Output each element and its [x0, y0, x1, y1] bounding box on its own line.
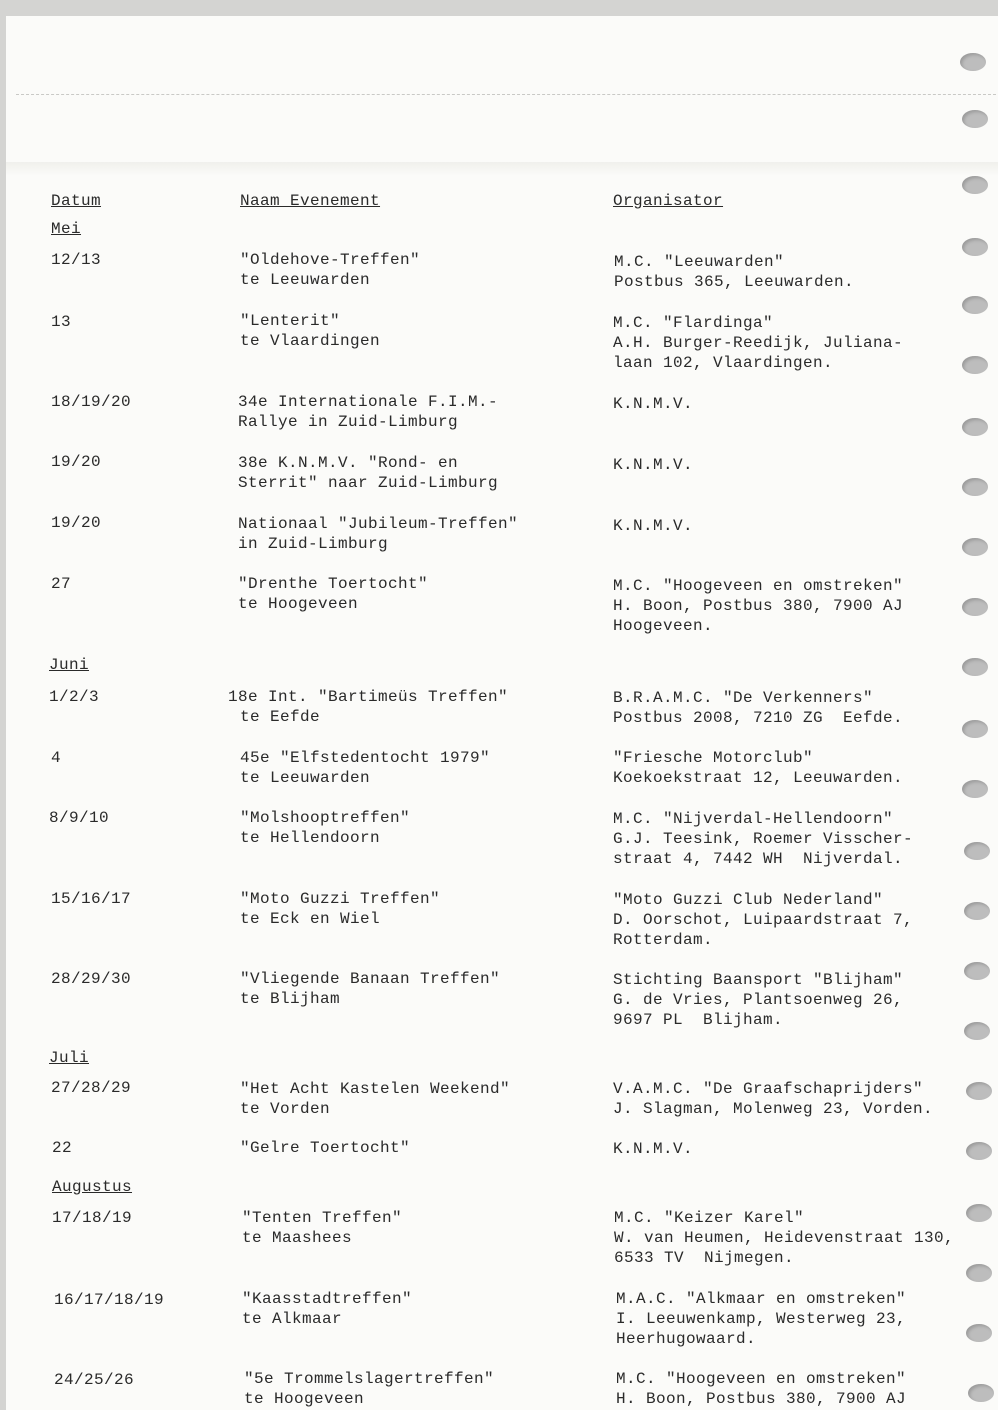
- event-name-line: "Gelre Toertocht": [240, 1139, 411, 1157]
- event-org-line: M.C. "Hoogeveen en omstreken": [613, 577, 904, 595]
- month-juni: Juni: [49, 656, 90, 674]
- event-name-line: 34e Internationale F.I.M.-: [238, 393, 499, 411]
- event-org-line: Hoogeveen.: [613, 617, 714, 635]
- event-date: 27/28/29: [51, 1079, 132, 1097]
- event-date: 4: [51, 749, 62, 767]
- event-name-line: te Vorden: [240, 1100, 331, 1118]
- event-org-line: K.N.M.V.: [613, 395, 694, 413]
- event-name-line: "Het Acht Kastelen Weekend": [240, 1080, 511, 1098]
- event-org-line: M.A.C. "Alkmaar en omstreken": [616, 1290, 907, 1308]
- event-org-line: M.C. "Keizer Karel": [614, 1209, 805, 1227]
- event-name-line: Rallye in Zuid-Limburg: [238, 413, 459, 431]
- event-name-line: "Lenterit": [240, 312, 341, 330]
- event-name-line: "Drenthe Toertocht": [238, 575, 429, 593]
- event-name-line: te Blijham: [240, 990, 341, 1008]
- event-org-line: D. Oorschot, Luipaardstraat 7,: [613, 911, 914, 929]
- event-org-line: straat 4, 7442 WH Nijverdal.: [613, 850, 904, 868]
- event-date: 19/20: [51, 514, 102, 532]
- event-date: 12/13: [51, 251, 102, 269]
- event-name-line: in Zuid-Limburg: [238, 535, 389, 553]
- event-name-line: te Maashees: [242, 1229, 353, 1247]
- event-name-line: "Kaasstadtreffen": [242, 1290, 413, 1308]
- event-org-line: A.H. Burger-Reedijk, Juliana-: [613, 334, 904, 352]
- event-name-line: "Oldehove-Treffen": [240, 251, 421, 269]
- event-org-line: G. de Vries, Plantsoenweg 26,: [613, 991, 904, 1009]
- header-datum: Datum: [51, 192, 102, 210]
- event-org-line: M.C. "Nijverdal-Hellendoorn": [613, 810, 894, 828]
- event-name-line: "Tenten Treffen": [242, 1209, 403, 1227]
- event-org-line: I. Leeuwenkamp, Westerweg 23,: [616, 1310, 907, 1328]
- event-date: 18/19/20: [51, 393, 132, 411]
- event-date: 16/17/18/19: [54, 1291, 165, 1309]
- event-org-line: K.N.M.V.: [613, 517, 694, 535]
- month-mei: Mei: [51, 220, 82, 238]
- event-name-line: 38e K.N.M.V. "Rond- en: [238, 454, 459, 472]
- event-name-line: Nationaal "Jubileum-Treffen": [238, 515, 519, 533]
- event-org-line: Stichting Baansport "Blijham": [613, 971, 904, 989]
- event-org-line: M.C. "Flardinga": [613, 314, 774, 332]
- event-org-line: Rotterdam.: [613, 931, 714, 949]
- event-date: 19/20: [51, 453, 102, 471]
- event-date: 24/25/26: [54, 1371, 135, 1389]
- event-name-line: 18e Int. "Bartimeüs Treffen": [228, 688, 509, 706]
- event-name-line: te Vlaardingen: [240, 332, 381, 350]
- event-org-line: Postbus 365, Leeuwarden.: [614, 273, 855, 291]
- event-org-line: 9697 PL Blijham.: [613, 1011, 784, 1029]
- event-name-line: te Hoogeveen: [238, 595, 359, 613]
- event-name-line: te Hoogeveen: [244, 1390, 365, 1408]
- event-org-line: B.R.A.M.C. "De Verkenners": [613, 689, 874, 707]
- month-augustus: Augustus: [52, 1178, 133, 1196]
- event-org-line: M.C. "Leeuwarden": [614, 253, 785, 271]
- event-name-line: te Eefde: [240, 708, 321, 726]
- event-name-line: te Alkmaar: [242, 1310, 343, 1328]
- event-org-line: H. Boon, Postbus 380, 7900 AJ: [613, 597, 904, 615]
- fold-line: [16, 94, 996, 95]
- event-name-line: "Moto Guzzi Treffen": [240, 890, 441, 908]
- event-org-line: G.J. Teesink, Roemer Visscher-: [613, 830, 914, 848]
- event-org-line: K.N.M.V.: [613, 1140, 694, 1158]
- event-org-line: W. van Heumen, Heidevenstraat 130,: [614, 1229, 955, 1247]
- event-name-line: te Eck en Wiel: [240, 910, 381, 928]
- event-org-line: Postbus 2008, 7210 ZG Eefde.: [613, 709, 904, 727]
- event-date: 8/9/10: [49, 809, 110, 827]
- event-org-line: H. Boon, Postbus 380, 7900 AJ: [616, 1390, 907, 1408]
- event-org-line: Koekoekstraat 12, Leeuwarden.: [613, 769, 904, 787]
- event-name-line: "5e Trommelslagertreffen": [244, 1370, 495, 1388]
- event-date: 15/16/17: [51, 890, 132, 908]
- event-org-line: "Friesche Motorclub": [613, 749, 814, 767]
- event-name-line: 45e "Elfstedentocht 1979": [240, 749, 491, 767]
- event-name-line: "Molshooptreffen": [240, 809, 411, 827]
- event-name-line: Sterrit" naar Zuid-Limburg: [238, 474, 499, 492]
- event-name-line: "Vliegende Banaan Treffen": [240, 970, 501, 988]
- event-name-line: te Leeuwarden: [240, 769, 371, 787]
- event-date: 27: [51, 575, 72, 593]
- event-date: 22: [52, 1139, 73, 1157]
- header-organisator: Organisator: [613, 192, 724, 210]
- event-org-line: 6533 TV Nijmegen.: [614, 1249, 795, 1267]
- event-org-line: J. Slagman, Molenweg 23, Vorden.: [613, 1100, 934, 1118]
- event-name-line: te Hellendoorn: [240, 829, 381, 847]
- event-date: 17/18/19: [52, 1209, 133, 1227]
- event-name-line: te Leeuwarden: [240, 271, 371, 289]
- event-org-line: K.N.M.V.: [613, 456, 694, 474]
- event-org-line: V.A.M.C. "De Graafschaprijders": [613, 1080, 924, 1098]
- event-org-line: Heerhugowaard.: [616, 1330, 757, 1348]
- month-juli: Juli: [49, 1049, 90, 1067]
- event-org-line: laan 102, Vlaardingen.: [613, 354, 834, 372]
- event-date: 1/2/3: [49, 688, 100, 706]
- event-date: 28/29/30: [51, 970, 132, 988]
- header-naam-evenement: Naam Evenement: [240, 192, 381, 210]
- event-date: 13: [51, 313, 72, 331]
- event-org-line: "Moto Guzzi Club Nederland": [613, 891, 884, 909]
- paper-shadow: [6, 162, 998, 176]
- event-org-line: M.C. "Hoogeveen en omstreken": [616, 1370, 907, 1388]
